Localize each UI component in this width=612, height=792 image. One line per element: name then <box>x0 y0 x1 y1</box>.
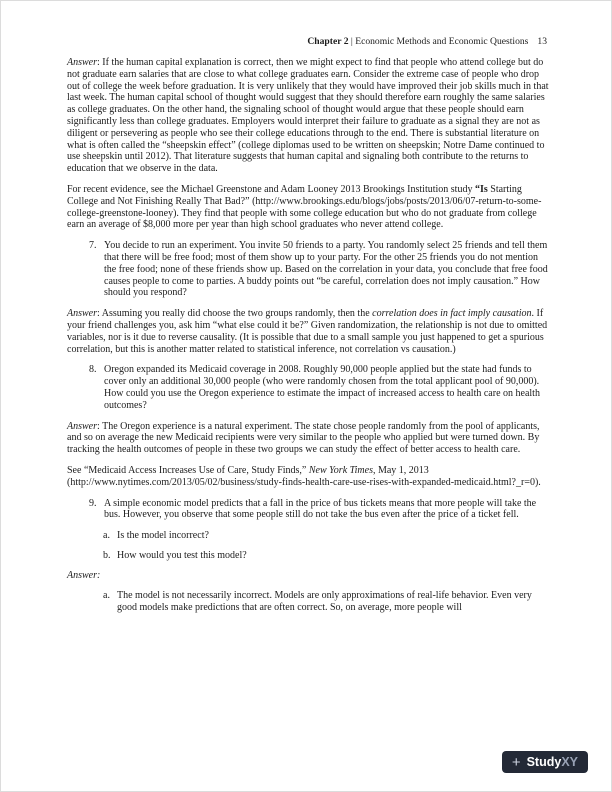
logo-text-xy: XY <box>561 755 578 769</box>
question-8 <box>89 364 549 411</box>
answer-text: : If the human capital explanation is correct, then we might expect to find that people who attend college but do not graduate earn salaries that are close to what college graduates earn. Consider the extreme case of people who drop out of college the week before graduation. It is very unlikely that they would have improved their job skills much in that last week. The human capital school of thought would suggest that they should therefore earn roughly the same salaries as college graduates. On the other hand, the signaling school of thought would argue that these people should earn significantly less than college graduates. Employers would interpret their failure to graduate as a signal they are not as diligent or persevering as people who see their college educations through to the end. There is substantial literature on what is often called the “sheepskin effect” (college diplomas used to be written on sheepskin; Notre Dame continued to use sheepskin until 2012). That literature suggests that human capital and signaling both contribute to the returns to education that we observe in the data. <box>67 57 549 175</box>
question-9 <box>89 498 549 522</box>
page-content <box>67 57 549 622</box>
page-number: 13 <box>537 36 547 47</box>
question-7-number: 7. <box>89 240 97 252</box>
see-text-1: See “Medicaid Access Increases Use of Care, Study Finds,” <box>67 464 309 476</box>
answer-9-label: Answer: <box>67 569 101 581</box>
page-header <box>67 36 547 47</box>
sub-b-text: How would you test this model? <box>117 549 247 561</box>
question-9-sub-b <box>103 550 549 562</box>
answer-sub-a-number: a. <box>103 590 110 602</box>
question-8-text: Oregon expanded its Medicaid coverage in 2008. Roughly 90,000 people applied but the state had funds to cover only an additional 30,000 people (who were randomly chosen from the total applicant pool of 90,000). How could you use the Oregon experience to estimate the impact of increased access to health care on health outcomes? <box>104 364 540 411</box>
brookings-url-text: http://www.brookings.edu/blogs/jobs/posts/2013/06/07-return-to-some-college-greenstone-looney <box>67 195 542 219</box>
answer-8-text: : The Oregon experience is a natural experiment. The state chose people randomly from the pool of applicants, and so on average the new Medicaid recipients were very similar to the people who applied but were turned down. By tracking the health outcomes of people in these two groups we can study the effect of better access to health care. <box>67 420 540 456</box>
sub-a-text: Is the model incorrect? <box>117 530 209 542</box>
evidence-text-1: For recent evidence, see the Michael Greenstone and Adam Looney 2013 Brookings Institution study <box>67 183 475 195</box>
answer-sub-a-text: The model is not necessarily incorrect. Models are only approximations of real-life behavior. Even very good models make predictions that are often correct. So, on average, more people will <box>117 590 532 614</box>
question-7 <box>89 240 549 299</box>
answer-label: Answer <box>67 57 97 68</box>
answer-label: Answer <box>67 308 97 320</box>
see-reference-paragraph <box>67 465 549 489</box>
studyxy-logo <box>502 751 588 773</box>
answer-label: Answer <box>67 420 97 432</box>
answer-7-text-1: : Assuming you really did choose the two groups randomly, then the <box>97 308 373 320</box>
see-text-2: , May 1, 2013 ( <box>67 464 429 488</box>
evidence-text-2: Starting College and Not Finishing Really That Bad?” ( <box>67 183 522 207</box>
question-8-number: 8. <box>89 364 97 376</box>
question-9-text: A simple economic model predicts that a fall in the price of bus tickets means that more people will take the bus. However, you observe that some people still do not take the bus even after the price of a ticket fell. <box>104 497 537 521</box>
answer-7-paragraph <box>67 308 549 355</box>
sub-a-number: a. <box>103 530 110 542</box>
question-7-text: You decide to run an experiment. You invite 50 friends to a party. You randomly select 25 friends and tell them that there will be free food; most of them show up to your party. For the other 25 friends you do not mention the free food; none of these friends show up. Based on the correlation in your data, you conclude that free food causes people to come to parties. A buddy points out “be careful, correlation does not imply causation.” How should you respond? <box>104 240 548 299</box>
see-text-3: ). <box>534 476 541 488</box>
answer-7-emphasis: correlation does in fact imply causation <box>372 308 532 320</box>
answer-7-text-2: . If your friend challenges you, ask him “what else could it be?” Given randomization, the relationship is not due to omitted variables, nor is it due to reverse causality. (It is possible that due to a small sample you just happened to get a spurious correlation, but this is another matter related to statistical inference, not correlation vs causation.) <box>67 308 548 355</box>
question-9-sub-a <box>103 530 549 542</box>
plus-icon: + <box>511 753 521 771</box>
nyt-url-text: http://www.nytimes.com/2013/05/02/business/study-finds-health-care-use-rises-with-expanded-medicaid.html?_r=0 <box>70 476 535 488</box>
logo-text-study: Study <box>526 755 562 769</box>
answer-paragraph-human-capital <box>67 57 549 175</box>
evidence-paragraph <box>67 184 549 231</box>
evidence-bold: “Is <box>474 183 488 195</box>
nyt-title: New York Times <box>308 464 373 476</box>
chapter-label: Chapter 2 <box>307 36 349 47</box>
header-title: | Economic Methods and Economic Questions <box>348 36 529 47</box>
question-9-number: 9. <box>89 497 97 509</box>
evidence-text-3: ). They find that people with some college education but who do not graduate from college earn an average of $8,000 more per year than high school graduates who never attend college. <box>67 207 537 231</box>
sub-b-number: b. <box>103 549 111 561</box>
answer-9-sub-a <box>103 590 549 614</box>
answer-8-paragraph <box>67 421 549 456</box>
